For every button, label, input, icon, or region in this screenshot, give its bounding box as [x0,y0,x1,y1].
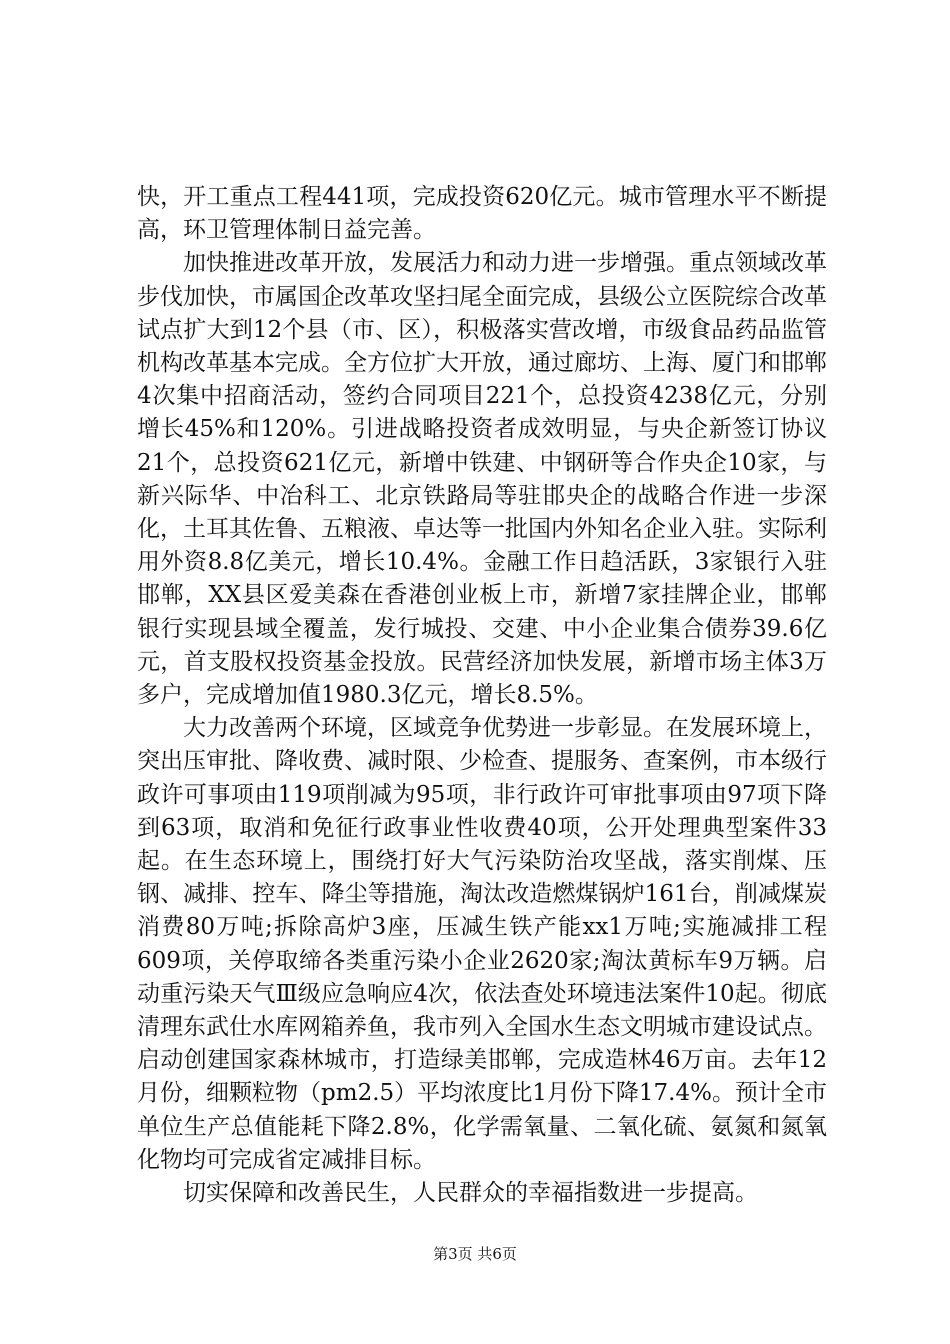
paragraph-environment: 大力改善两个环境，区域竞争优势进一步彰显。在发展环境上，突出压审批、降收费、减时限、少检查、提服务、查案例，市本级行政许可事项由119项削减为95项，非行政许可审批事项由97项下降到63项，取消和免征行政事业性收费40项，公开处理典型案件33起。在生态环境上，围绕打好大气污染防治攻坚战，落实削煤、压钢、减排、控车、降尘等措施，淘汰改造燃煤锅炉161台，削减煤炭消费80万吨;拆除高炉3座，压减生铁产能xx1万吨;实施减排工程609项，关停取缔各类重污染小企业2620家;淘汰黄标车9万辆。启动重污染天气Ⅲ级应急响应4次，依法查处环境违法案件10起。彻底清理东武仕水库网箱养鱼，我市列入全国水生态文明城市建设试点。启动创建国家森林城市，打造绿美邯郸，完成造林46万亩。去年12月份，细颗粒物（pm2.5）平均浓度比1月份下降17.4%。预计全市单位生产总值能耗下降2.8%，化学需氧量、二氧化硫、氨氮和氮氧化物均可完成省定减排目标。 [137,715,827,1173]
paragraph-continuation: 快，开工重点工程441项，完成投资620亿元。城市管理水平不断提高，环卫管理体制日益完善。 [137,184,827,244]
paragraph-livelihood: 切实保障和改善民生，人民群众的幸福指数进一步提高。 [183,1180,758,1207]
page-footer: 第3页 共6页 [433,1245,517,1263]
document-body [137,181,827,1210]
paragraph-reform-opening: 加快推进改革开放，发展活力和动力进一步增强。重点领域改革步伐加快，市属国企改革攻坚扫尾全面完成，县级公立医院综合改革试点扩大到12个县（市、区），积极落实营改增，市级食品药品监管机构改革基本完成。全方位扩大开放，通过廊坊、上海、厦门和邯郸4次集中招商活动，签约合同项目221个，总投资4238亿元，分别增长45%和120%。引进战略投资者成效明显，与央企新签订协议21个，总投资621亿元，新增中铁建、中钢研等合作央企10家，与新兴际华、中冶科工、北京铁路局等驻邯央企的战略合作进一步深化，土耳其佐鲁、五粮液、卓达等一批国内外知名企业入驻。实际利用外资8.8亿美元，增长10.4%。金融工作日趋活跃，3家银行入驻邯郸，XX县区爱美森在香港创业板上市，新增7家挂牌企业，邯郸银行实现县域全覆盖，发行城投、交建、中小企业集合债券39.6亿元，首支股权投资基金投放。民营经济加快发展，新增市场主体3万多户，完成增加值1980.3亿元，增长8.5%。 [137,250,827,709]
